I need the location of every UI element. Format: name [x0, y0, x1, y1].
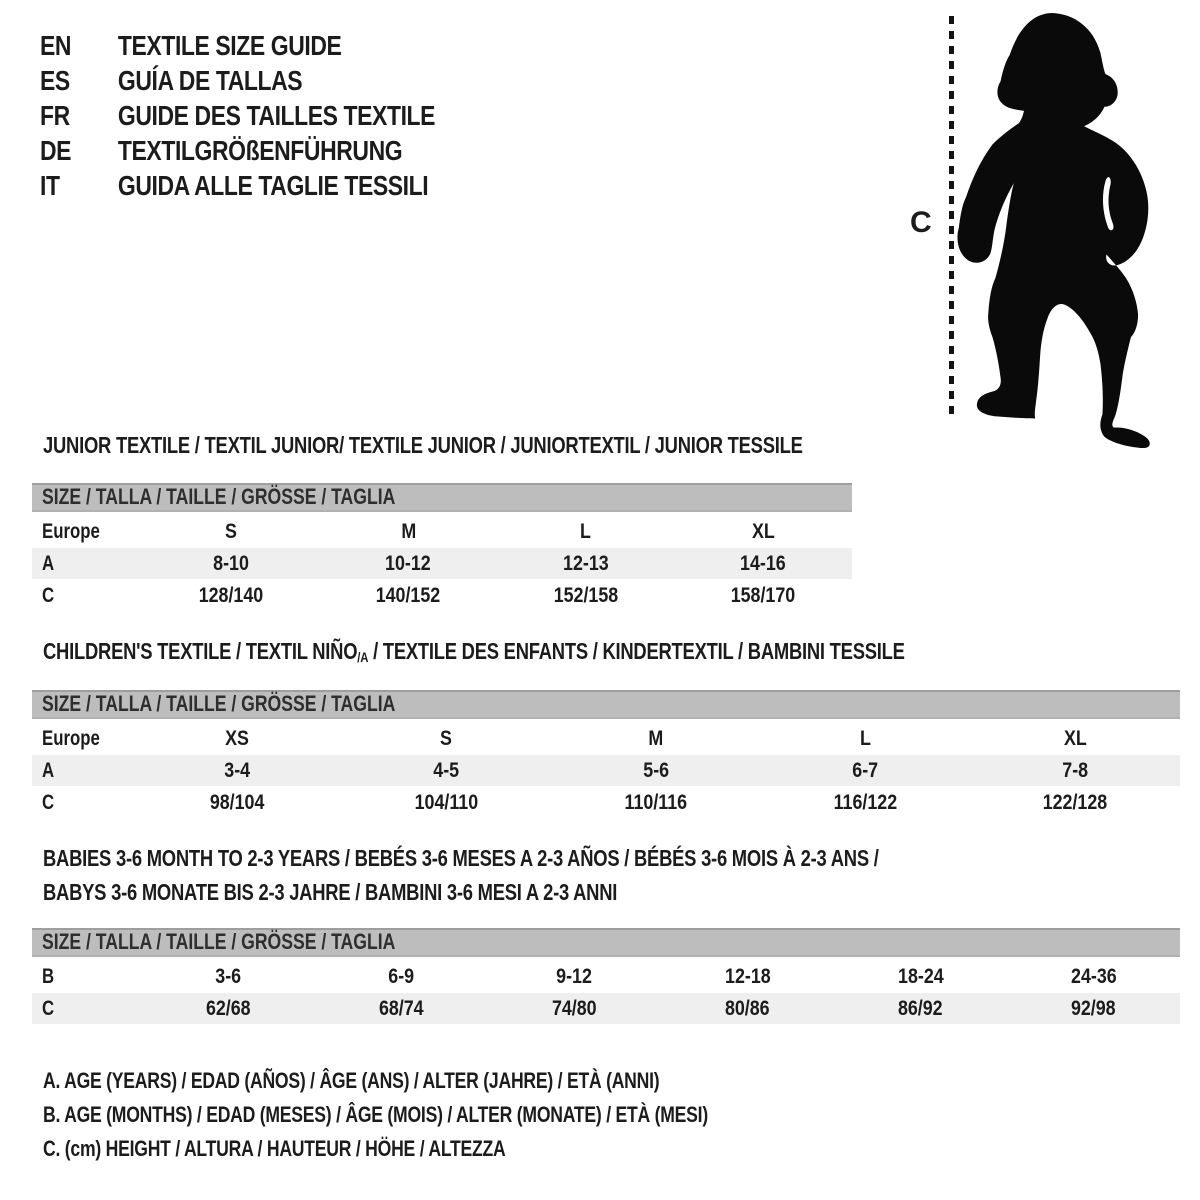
size-cell: M [400, 519, 416, 543]
babies-size-table [32, 928, 1180, 1025]
language-row-it [40, 168, 435, 203]
height-cell: 68/74 [379, 996, 424, 1020]
age-cell: 18-24 [897, 964, 944, 988]
height-cell: 80/86 [725, 996, 770, 1020]
size-cell: L [580, 519, 592, 543]
height-measure-label: C [910, 206, 932, 239]
row-label: A [42, 551, 55, 575]
row-label: Europe [42, 726, 100, 750]
age-cell: 3-6 [215, 964, 242, 988]
note-height-cm: C. (cm) HEIGHT / ALTURA / HAUTEUR / HÖHE / ALTEZZA [43, 1136, 506, 1161]
table-row [32, 961, 1180, 992]
table-row [32, 787, 1180, 818]
height-cell: 98/104 [209, 790, 265, 814]
table-row [32, 755, 1180, 786]
guide-title-de: TEXTILGRÖßENFÜHRUNG [117, 134, 403, 166]
row-label: A [42, 758, 55, 782]
language-row-de [40, 133, 435, 168]
height-cell: 74/80 [552, 996, 597, 1020]
height-cell: 110/116 [624, 790, 688, 814]
guide-title-fr: GUIDE DES TAILLES TEXTILE [117, 99, 436, 131]
guide-title-es: GUÍA DE TALLAS [117, 64, 303, 96]
age-cell: 5-6 [643, 758, 669, 782]
age-cell: 10-12 [385, 551, 432, 575]
size-cell: XL [751, 519, 775, 543]
toddler-silhouette [948, 10, 1155, 448]
size-header-text: SIZE / TALLA / TAILLE / GRÖSSE / TAGLIA [42, 929, 396, 954]
babies-section-title-line2: BABYS 3-6 MONATE BIS 2-3 JAHRE / BAMBINI 3-6 MESI A 2-3 ANNI [43, 879, 618, 905]
table-row [32, 548, 852, 579]
language-code: FR [40, 99, 70, 131]
children-section-title: CHILDREN'S TEXTILE / TEXTIL NIÑO/A / TEXTILE DES ENFANTS / KINDERTEXTIL / BAMBINI TESSILE [43, 638, 905, 667]
junior-section-title: JUNIOR TEXTILE / TEXTIL JUNIOR/ TEXTILE JUNIOR / JUNIORTEXTIL / JUNIOR TESSILE [43, 432, 803, 458]
age-cell: 8-10 [212, 551, 249, 575]
row-label: C [42, 790, 55, 814]
nino-a-subscript: /A [357, 650, 369, 667]
guide-title-en: TEXTILE SIZE GUIDE [117, 29, 342, 61]
age-cell: 3-4 [223, 758, 250, 782]
height-cell: 104/110 [414, 790, 479, 814]
row-label: C [42, 583, 55, 607]
size-cell: S [440, 726, 453, 750]
height-cell: 92/98 [1071, 996, 1116, 1020]
size-header-band [32, 690, 1180, 719]
age-cell: 14-16 [740, 551, 787, 575]
language-code: IT [40, 169, 60, 201]
age-cell: 6-9 [388, 964, 415, 988]
size-cell: S [224, 519, 237, 543]
language-code: EN [40, 29, 72, 61]
size-cell: XL [1063, 726, 1087, 750]
size-header-text: SIZE / TALLA / TAILLE / GRÖSSE / TAGLIA [42, 484, 396, 509]
age-cell: 7-8 [1062, 758, 1089, 782]
height-cell: 86/92 [898, 996, 943, 1020]
height-cell: 158/170 [730, 583, 796, 607]
size-header-text: SIZE / TALLA / TAILLE / GRÖSSE / TAGLIA [42, 691, 396, 716]
height-cell: 116/122 [833, 790, 898, 814]
table-row [32, 516, 852, 547]
height-cell: 140/152 [375, 583, 441, 607]
row-label: Europe [42, 519, 100, 543]
language-code: DE [40, 134, 72, 166]
babies-section-title-line1: BABIES 3-6 MONTH TO 2-3 YEARS / BEBÉS 3-6 MESES A 2-3 AÑOS / BÉBÉS 3-6 MOIS À 2-3 ANS / [43, 845, 879, 871]
table-row [32, 993, 1180, 1024]
height-cell: 62/68 [206, 996, 251, 1020]
table-row [32, 580, 852, 611]
note-age-months: B. AGE (MONTHS) / EDAD (MESES) / ÂGE (MOIS) / ALTER (MONATE) / ETÀ (MESI) [43, 1102, 708, 1127]
size-header-band [32, 928, 1180, 957]
size-header-band [32, 483, 852, 512]
language-row-fr [40, 98, 435, 133]
size-cell: XS [224, 726, 249, 750]
height-cell: 128/140 [198, 583, 264, 607]
language-legend [40, 28, 435, 203]
language-row-es [40, 63, 435, 98]
language-row-en [40, 28, 435, 63]
junior-size-table [32, 483, 852, 611]
language-code: ES [40, 64, 70, 96]
table-row [32, 723, 1180, 754]
row-label: C [42, 996, 55, 1020]
size-cell: M [648, 726, 664, 750]
age-cell: 9-12 [556, 964, 593, 988]
age-cell: 12-18 [724, 964, 771, 988]
age-cell: 24-36 [1070, 964, 1117, 988]
note-age-years: A. AGE (YEARS) / EDAD (AÑOS) / ÂGE (ANS) / ALTER (JAHRE) / ETÀ (ANNI) [43, 1068, 660, 1093]
row-label: B [42, 964, 55, 988]
age-cell: 12-13 [562, 551, 609, 575]
age-cell: 4-5 [433, 758, 460, 782]
guide-title-it: GUIDA ALLE TAGLIE TESSILI [117, 169, 429, 201]
size-cell: L [860, 726, 872, 750]
age-cell: 6-7 [852, 758, 879, 782]
children-size-table [32, 690, 1180, 818]
height-cell: 152/158 [553, 583, 619, 607]
height-cell: 122/128 [1042, 790, 1108, 814]
